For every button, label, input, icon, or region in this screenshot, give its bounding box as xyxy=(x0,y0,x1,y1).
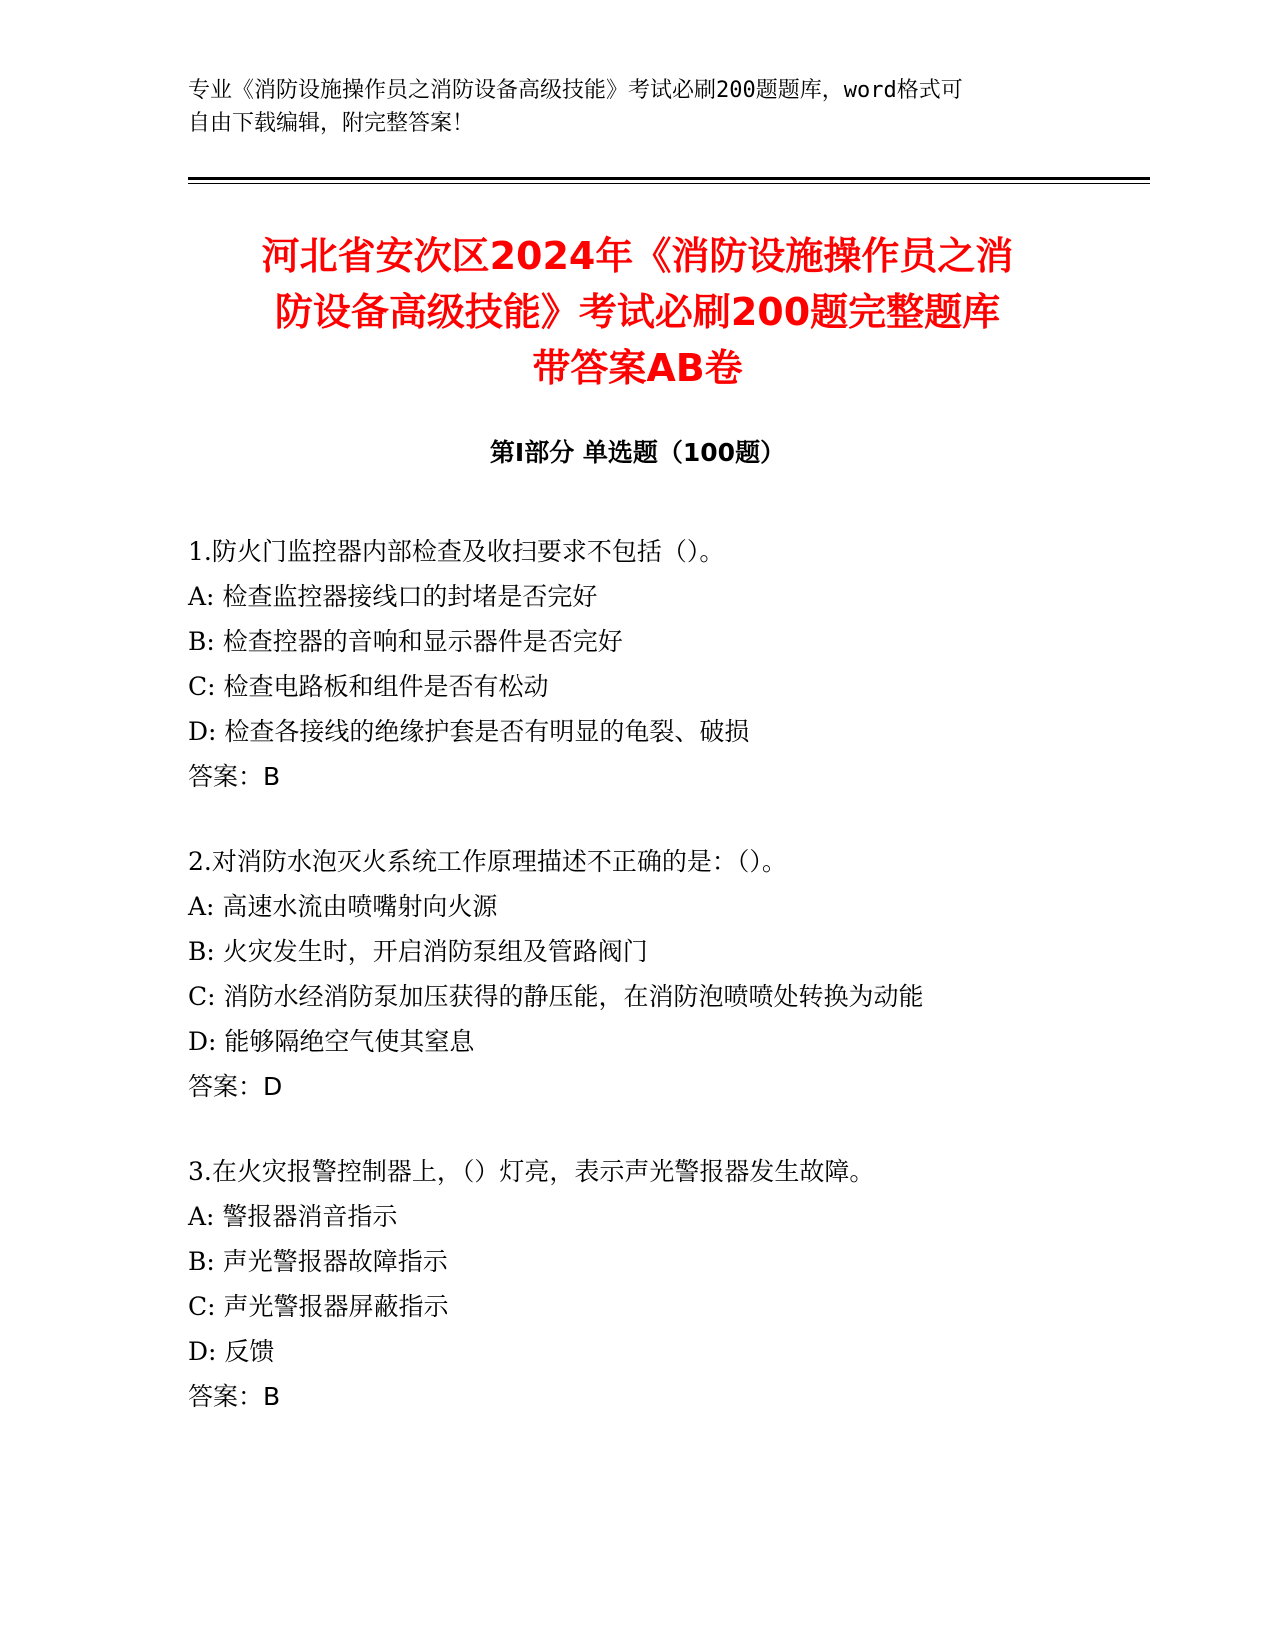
answer-line: 答案：B xyxy=(188,1382,281,1411)
option-d: D: 检查各接线的绝缘护套是否有明显的龟裂、破损 xyxy=(188,717,750,746)
header-note-line-2: 自由下载编辑，附完整答案！ xyxy=(188,111,475,136)
question-stem: 1.防火门监控器内部检查及收扫要求不包括（）。 xyxy=(188,537,725,566)
option-d: D: 能够隔绝空气使其窒息 xyxy=(188,1027,475,1056)
option-c: C: 检查电路板和组件是否有松动 xyxy=(188,672,549,701)
document-title-line-3: 带答案AB卷 xyxy=(532,346,743,390)
option-b: B: 检查控器的音响和显示器件是否完好 xyxy=(188,627,623,656)
question-stem: 2.对消防水泡灭火系统工作原理描述不正确的是：（）。 xyxy=(188,847,787,876)
header-note-line-1: 专业《消防设施操作员之消防设备高级技能》考试必刷200题题库，word格式可 xyxy=(188,78,963,103)
header-divider-thin xyxy=(188,183,1150,184)
document-title-line-2: 防设备高级技能》考试必刷200题完整题库 xyxy=(274,290,1001,334)
option-a: A: 警报器消音指示 xyxy=(188,1202,398,1231)
option-a: A: 检查监控器接线口的封堵是否完好 xyxy=(188,582,598,611)
section-heading: 第Ⅰ部分 单选题（100题） xyxy=(489,438,786,467)
option-c: C: 声光警报器屏蔽指示 xyxy=(188,1292,449,1321)
document-title-line-1: 河北省安次区2024年《消防设施操作员之消 xyxy=(261,234,1014,278)
option-c: C: 消防水经消防泵加压获得的静压能，在消防泡喷喷处转换为动能 xyxy=(188,982,924,1011)
question-item xyxy=(188,1149,1138,1419)
header-note xyxy=(188,74,1068,140)
option-b: B: 火灾发生时，开启消防泵组及管路阀门 xyxy=(188,937,648,966)
answer-line: 答案：D xyxy=(188,1072,283,1101)
answer-line: 答案：B xyxy=(188,762,281,791)
option-b: B: 声光警报器故障指示 xyxy=(188,1247,448,1276)
document-title xyxy=(170,228,1105,396)
question-list xyxy=(188,529,1138,1459)
header-divider-thick xyxy=(188,177,1150,180)
option-a: A: 高速水流由喷嘴射向火源 xyxy=(188,892,498,921)
question-item xyxy=(188,839,1138,1109)
option-d: D: 反馈 xyxy=(188,1337,275,1366)
question-item xyxy=(188,529,1138,799)
question-stem: 3.在火灾报警控制器上，（）灯亮，表示声光警报器发生故障。 xyxy=(188,1157,875,1186)
